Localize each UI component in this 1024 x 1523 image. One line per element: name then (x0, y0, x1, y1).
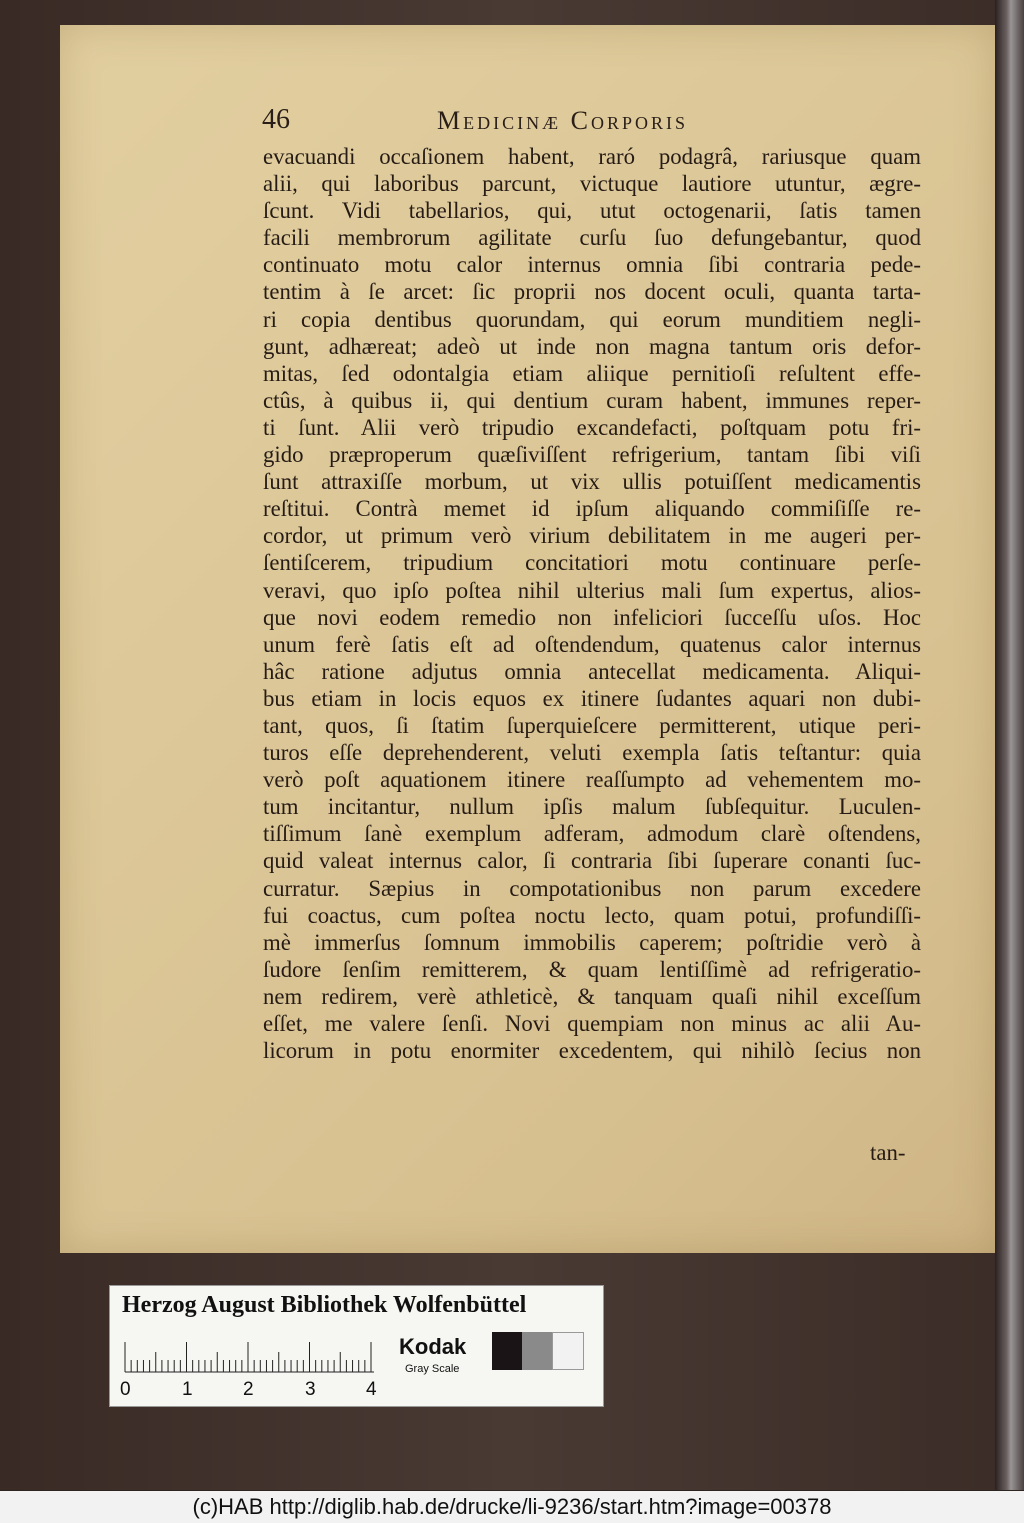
library-name: Herzog August Bibliothek Wolfenbüttel (122, 1292, 527, 1318)
text-line: ctûs, à quibus ii, qui dentium curam habent, immunes reper- (263, 387, 921, 413)
text-line: mè immerſus ſomnum immobilis caperem; poſtridie verò à (263, 929, 921, 955)
text-line: gido præproperum quæſiviſſent refrigerium, tantam ſibi viſi (263, 442, 921, 468)
page-header (262, 104, 922, 140)
gray-patch-light (552, 1332, 584, 1370)
gray-patches (492, 1332, 584, 1370)
text-line: ſentiſcerem, tripudium concitatiori motu continuare perſe- (263, 550, 921, 576)
text-line: tum incitantur, nullum ipſis malum ſubſequitur. Luculen- (263, 794, 921, 820)
gray-patch-dark (492, 1332, 522, 1370)
grayscale-caption: Gray Scale (405, 1363, 460, 1375)
book-spine (995, 0, 1024, 1490)
text-line: curratur. Sæpius in compotationibus non parum excedere (263, 875, 921, 901)
text-line: gunt, adhæreat; adeò ut inde non magna tantum oris defor- (263, 333, 921, 359)
scale-digit: 2 (243, 1379, 254, 1400)
scale-digit: 3 (305, 1379, 316, 1400)
text-line: unum ferè ſatis eſt ad oſtendendum, quatenus calor internus (263, 631, 921, 657)
text-line: ſcunt. Vidi tabellarios, qui, utut octogenarii, ſatis tamen (263, 198, 921, 224)
body-text (263, 143, 921, 1064)
text-line: mitas, ſed odontalgia etiam aliique pernitioſi reſultent effe- (263, 360, 921, 386)
catchword: tan- (870, 1140, 906, 1165)
page-number: 46 (262, 104, 290, 135)
text-line: que novi eodem remedio non infeliciori ſucceſſu uſos. Hoc (263, 604, 921, 630)
text-line: veravi, quo ipſo poſtea nihil ulterius mali ſum expertus, alios- (263, 577, 921, 603)
text-line: tiſſimum ſanè exemplum adferam, admodum clarè oſtendens, (263, 821, 921, 847)
text-line: eſſet, me valere ſenſi. Novi quempiam non minus ac alii Au- (263, 1011, 921, 1036)
text-line: tentim à ſe arcet: ſic proprii nos docent oculi, quanta tarta- (263, 279, 921, 305)
scale-digit: 4 (366, 1379, 377, 1400)
scale-digit: 1 (182, 1379, 193, 1400)
text-line: fui coactus, cum poſtea noctu lecto, quam potui, profundiſſi- (263, 902, 921, 928)
text-line: turos eſſe deprehenderent, veluti exempla ſatis teſtantur: quia (263, 740, 921, 766)
text-line: continuato motu calor internus omnia ſibi contraria pede- (263, 252, 921, 278)
kodak-logo: Kodak (399, 1334, 467, 1359)
text-line: evacuandi occaſionem habent, raró podagrâ, rariusque quam (263, 144, 921, 169)
library-label (109, 1285, 604, 1407)
text-line: ſudore ſenſim remitterem, & quam lentiſſimè ad refrigeratio- (263, 956, 921, 982)
footer-url: (c)HAB http://diglib.hab.de/drucke/li-9236/start.htm?image=00378 (0, 1491, 1024, 1523)
text-line: bus etiam in locis equos ex itinere ſudantes aquari non dubi- (263, 685, 921, 711)
text-line: tant, quos, ſi ſtatim ſuperquieſcere permitterent, utique peri- (263, 712, 921, 738)
scale-digit: 0 (120, 1379, 131, 1400)
text-line: reſtitui. Contrà memet id ipſum aliquando commiſiſſe re- (263, 496, 921, 522)
text-line: licorum in potu enormiter excedentem, qui nihilò ſecius non (263, 1038, 921, 1064)
text-line: facili membrorum agilitate curſu ſuo defungebantur, quod (263, 225, 921, 251)
text-line: ri copia dentibus quorundam, qui eorum munditiem negli- (263, 306, 921, 332)
scale-ruler (122, 1338, 382, 1373)
text-line: ſunt attraxiſſe morbum, ut vix ullis potuiſſent medicamentis (263, 469, 921, 495)
text-line: alii, qui laboribus parcunt, victuque lautiore utuntur, ægre- (263, 171, 921, 197)
text-line: cordor, ut primum verò virium debilitatem in me augeri per- (263, 523, 921, 549)
gray-patch-mid (522, 1332, 552, 1370)
text-line: nem redirem, verè athleticè, & tanquam quaſi nihil exceſſum (263, 983, 921, 1009)
text-line: verò poſt aquationem itinere reaſſumpto ad vehementem mo- (263, 767, 921, 793)
text-line: hâc ratione adjutus omnia antecellat medicamenta. Aliqui- (263, 658, 921, 684)
text-line: ti ſunt. Alii verò tripudio excandefacti, poſtquam potu fri- (263, 414, 921, 440)
text-line: quid valeat internus calor, ſi contraria ſibi ſuperare conanti ſuc- (263, 848, 921, 874)
running-title: Medicinæ Corporis (437, 106, 688, 135)
